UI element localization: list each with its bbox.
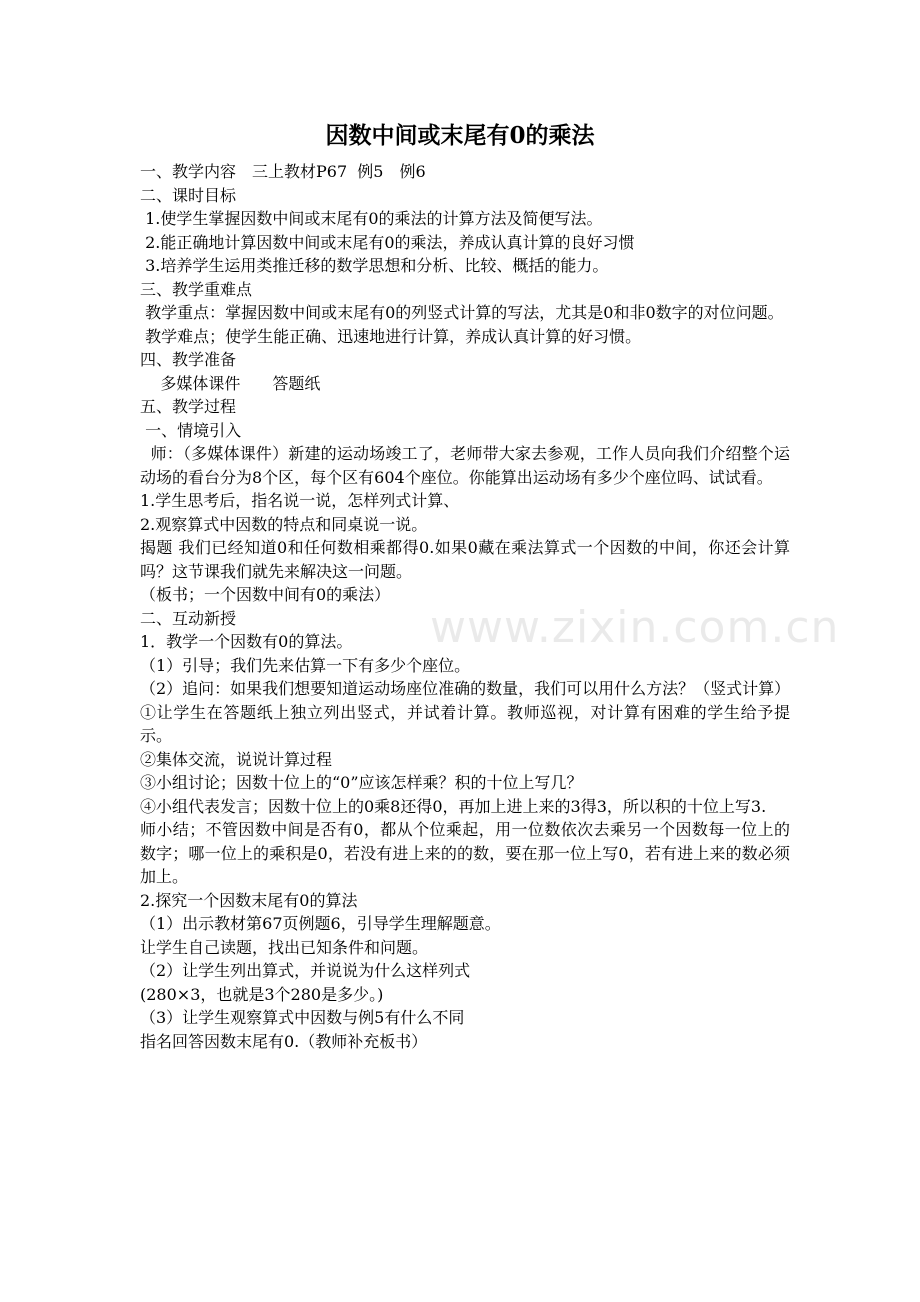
paragraph: ③小组讨论；因数十位上的“0”应该怎样乘？积的十位上写几？ bbox=[140, 773, 583, 792]
paragraph: 1.学生思考后，指名说一说，怎样列式计算、 bbox=[140, 491, 460, 510]
watermark: www.zixin.com.cn bbox=[430, 602, 840, 653]
paragraph: 2.探究一个因数末尾有0的算法 bbox=[140, 890, 358, 910]
paragraph: （板书；一个因数中间有0的乘法） bbox=[140, 585, 391, 604]
paragraph: ②集体交流，说说计算过程 bbox=[140, 749, 333, 769]
section-heading-preparation: 四、教学准备 bbox=[140, 350, 237, 369]
paragraph: 揭题 我们已经知道0和任何数相乘都得0.如果0藏在乘法算式一个因数的中间，你还会计算吗？这节课我们就先来解决这一问题。 bbox=[140, 538, 790, 581]
paragraph: 教学难点；使学生能正确、迅速地进行计算，养成认真计算的好习惯。 bbox=[140, 326, 642, 346]
subheading: 二、互动新授 bbox=[140, 608, 237, 628]
paragraph: （2）追问：如果我们想要知道运动场座位准确的数量，我们可以用什么方法？（竖式计算） bbox=[140, 679, 791, 698]
paragraph: （1）出示教材第67页例题6，引导学生理解题意。 bbox=[140, 914, 501, 933]
paragraph: 2.观察算式中因数的特点和同桌说一说。 bbox=[140, 514, 428, 534]
paragraph: ④小组代表发言；因数十位上的0乘8还得0，再加上进上来的3得3，所以积的十位上写3. bbox=[140, 796, 767, 816]
paragraph: 师：（多媒体课件）新建的运动场竣工了，老师带大家去参观，工作人员向我们介绍整个运动场的看台分为8个区，每个区有604个座位。你能算出运动场有多少个座位吗、试试看。 bbox=[140, 444, 790, 487]
paragraph: 指名回答因数末尾有0.（教师补充板书） bbox=[140, 1031, 428, 1051]
goal-item: 2.能正确地计算因数中间或末尾有0的乘法，养成认真计算的良好习惯 bbox=[140, 232, 635, 252]
document-body bbox=[140, 160, 790, 1053]
section-heading-process: 五、教学过程 bbox=[140, 397, 237, 416]
goal-item: 3.培养学生运用类推迁移的数学思想和分析、比较、概括的能力。 bbox=[140, 256, 609, 275]
section-heading-key-points: 三、教学重难点 bbox=[140, 279, 253, 299]
paragraph: 让学生自己读题，找出已知条件和问题。 bbox=[140, 937, 429, 957]
paragraph: (280×3，也就是3个280是多少。) bbox=[140, 984, 384, 1004]
paragraph: （1）引导；我们先来估算一下有多少个座位。 bbox=[140, 655, 471, 675]
section-heading-content: 一、教学内容 三上教材P67 例5 例6 bbox=[140, 162, 426, 181]
subheading: 一、情境引入 bbox=[140, 420, 242, 440]
paragraph: 多媒体课件 答题纸 bbox=[140, 373, 321, 393]
paragraph: 师小结；不管因数中间是否有0，都从个位乘起，用一位数依次去乘另一个因数每一位上的数字；哪一位上的乘积是0，若没有进上来的的数，要在那一位上写0，若有进上来的数必须加上。 bbox=[140, 820, 790, 886]
document-title: 因数中间或末尾有0的乘法 bbox=[325, 122, 595, 149]
paragraph: （2）让学生列出算式，并说说为什么这样列式 bbox=[140, 961, 471, 980]
paragraph: 1．教学一个因数有0的算法。 bbox=[140, 632, 353, 651]
section-heading-goals: 二、课时目标 bbox=[140, 185, 237, 205]
goal-item: 1.使学生掌握因数中间或末尾有0的乘法的计算方法及简便写法。 bbox=[140, 209, 603, 228]
paragraph: （3）让学生观察算式中因数与例5有什么不同 bbox=[140, 1008, 465, 1027]
paragraph: ①让学生在答题纸上独立列出竖式，并试着计算。教师巡视，对计算有困难的学生给予提示。 bbox=[140, 702, 790, 745]
paragraph: 教学重点：掌握因数中间或末尾有0的列竖式计算的写法，尤其是0和非0数字的对位问题。 bbox=[140, 303, 784, 322]
